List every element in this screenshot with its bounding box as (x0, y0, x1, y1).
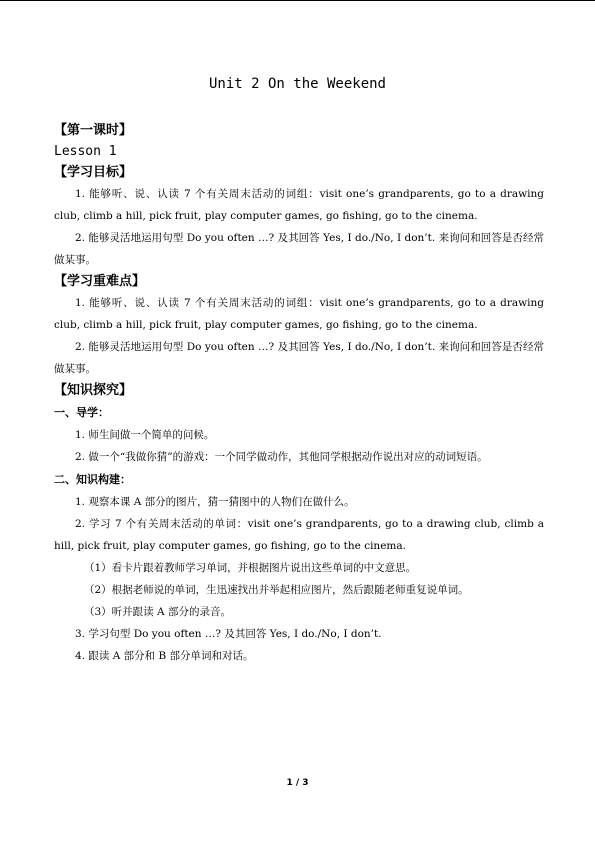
document-body (54, 120, 544, 667)
build-subitem: （1）看卡片跟着教师学习单词，并根据图片说出这些单词的中文意思。 (84, 562, 417, 574)
build-subitem: （3）听并跟读 A 部分的录音。 (84, 606, 231, 618)
build-item: 1. 观察本课 A 部分的图片，猜一猜图中的人物们在做什么。 (75, 496, 355, 508)
build-item: 3. 学习句型 Do you often …? 及其回答 Yes, I do./No, I don’t. (75, 628, 382, 640)
section-guide-title: 一、导学： (54, 406, 109, 419)
build-item: 2. 学习 7 个有关周末活动的单词：visit one’s grandparents, go to a drawing club, climb a hill, pick fruit, play computer games, go fishing, go to the cinema. (54, 518, 544, 552)
key-point-item: 1. 能够听、说、认读 7 个有关周末活动的词组：visit one’s grandparents, go to a drawing club, climb a hill, pick fruit, play computer games, go fishing, go to the cinema. (54, 297, 544, 331)
key-point-item: 2. 能够灵活地运用句型 Do you often …? 及其回答 Yes, I do./No, I don’t. 来询问和回答是否经常做某事。 (54, 341, 544, 375)
page-number: 1 / 3 (286, 778, 309, 788)
heading-explore: 【知识探究】 (54, 383, 133, 398)
top-border-line (0, 0, 595, 1)
lesson-label: Lesson 1 (54, 144, 117, 159)
goal-item: 2. 能够灵活地运用句型 Do you often …? 及其回答 Yes, I do./No, I don’t. 来询问和回答是否经常做某事。 (54, 232, 544, 266)
section-build-title: 二、知识构建： (54, 473, 131, 486)
guide-item: 1. 师生间做一个简单的问候。 (75, 429, 215, 441)
build-item: 4. 跟读 A 部分和 B 部分单词和对话。 (75, 650, 254, 662)
build-subitem: （2）根据老师说的单词，生迅速找出并举起相应图片，然后跟随老师重复说单词。 (84, 584, 469, 596)
goal-item: 1. 能够听、说、认读 7 个有关周末活动的词组：visit one’s grandparents, go to a drawing club, climb a hill, pick fruit, play computer games, go fishing, go to the cinema. (54, 188, 544, 222)
heading-key-points: 【学习重难点】 (54, 274, 146, 289)
document-title: Unit 2 On the Weekend (208, 76, 386, 92)
heading-lesson-time: 【第一课时】 (54, 123, 133, 138)
guide-item: 2. 做一个“我做你猜”的游戏：一个同学做动作，其他同学根据动作说出对应的动词短语。 (75, 451, 488, 463)
heading-goals: 【学习目标】 (54, 165, 133, 180)
